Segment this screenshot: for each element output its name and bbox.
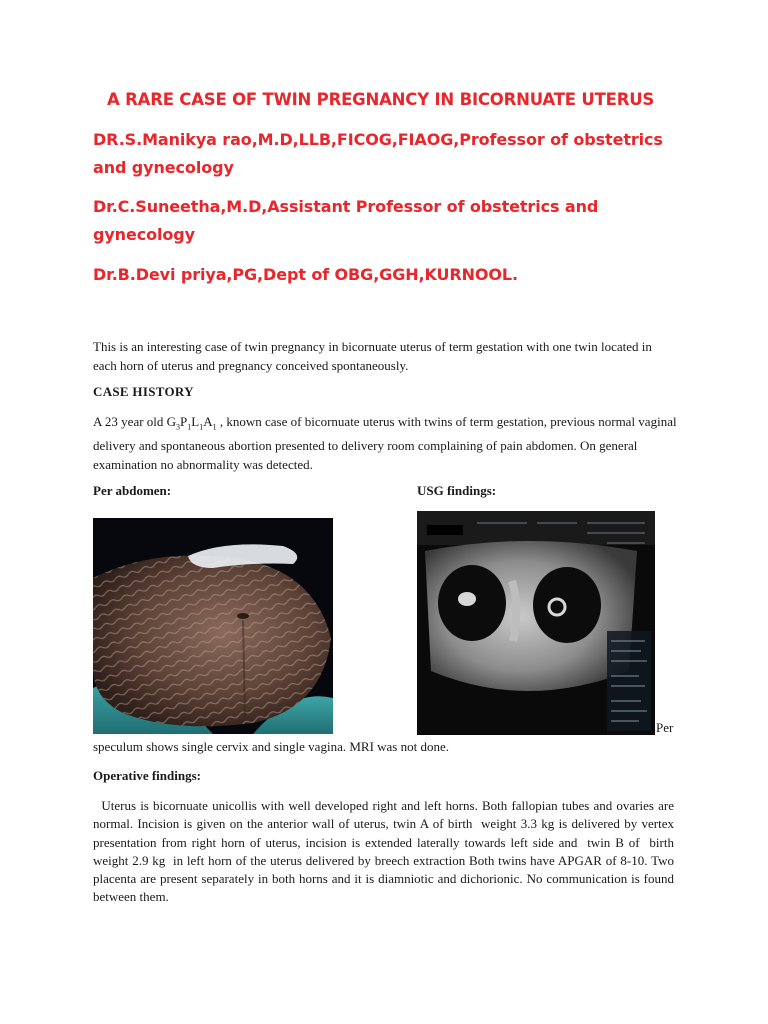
speculum-paragraph: speculum shows single cervix and single vagina. MRI was not done.: [93, 739, 449, 754]
author-1: DR.S.Manikya rao,M.D,LLB,FICOG,FIAOG,Professor of obstetrics and gynecology: [93, 130, 663, 177]
case-text-start: A 23 year old G: [93, 414, 177, 429]
document-title: A RARE CASE OF TWIN PREGNANCY IN BICORNUATE UTERUS: [107, 90, 655, 109]
author-2: Dr.C.Suneetha,M.D,Assistant Professor of obstetrics and gynecology: [93, 197, 599, 244]
case-text-end: , known case of bicornuate uterus with twins of term gestation, previous normal vaginal delivery and spontaneous abortion presented to delivery room complaining of pain abdomen. On general examination no abnormality was detected.: [93, 414, 677, 472]
author-3: Dr.B.Devi priya,PG,Dept of OBG,GGH,KURNOOL.: [93, 265, 518, 284]
per-speculum-start: Per: [656, 720, 674, 735]
case-history-heading: CASE HISTORY: [93, 384, 194, 399]
para-subscript: 1: [187, 422, 192, 432]
abortion-letter: A: [203, 414, 213, 429]
intro-paragraph: This is an interesting case of twin pregnancy in bicornuate uterus of term gestation with one twin located in each horn of uterus and pregnancy conceived spontaneously.: [93, 339, 652, 373]
usg-findings-label: USG findings:: [417, 483, 497, 498]
abortion-subscript: 1: [212, 422, 217, 432]
operative-findings-heading: Operative findings:: [93, 768, 201, 783]
operative-findings-paragraph: Uterus is bicornuate unicollis with well developed right and left horns. Both fallopian tubes and ovaries are normal. Incision is given on the anterior wall of uterus, twin A of birth weight 3.3 kg is delivered by vertex presentation from right horn of uterus, incision is extended laterally towards left side and twin B of birth weight 2.9 kg in left horn of the uterus delivered by breech extraction Both twins have APGAR of 8-10. Two placenta are present separately in both horns and it is diamniotic and dichorionic. No communication is found between them.: [93, 798, 678, 905]
usg-photo: [417, 511, 655, 735]
per-abdomen-label: Per abdomen:: [93, 483, 172, 498]
para-letter: P: [180, 414, 188, 429]
gravida-subscript: 3: [176, 422, 181, 432]
usg-photo-graphic: [417, 511, 655, 735]
abdomen-photo-graphic: [93, 518, 333, 734]
living-subscript: 1: [199, 422, 204, 432]
abdomen-photo: [93, 518, 333, 734]
living-letter: L: [191, 414, 200, 429]
case-history-paragraph: [93, 413, 678, 474]
